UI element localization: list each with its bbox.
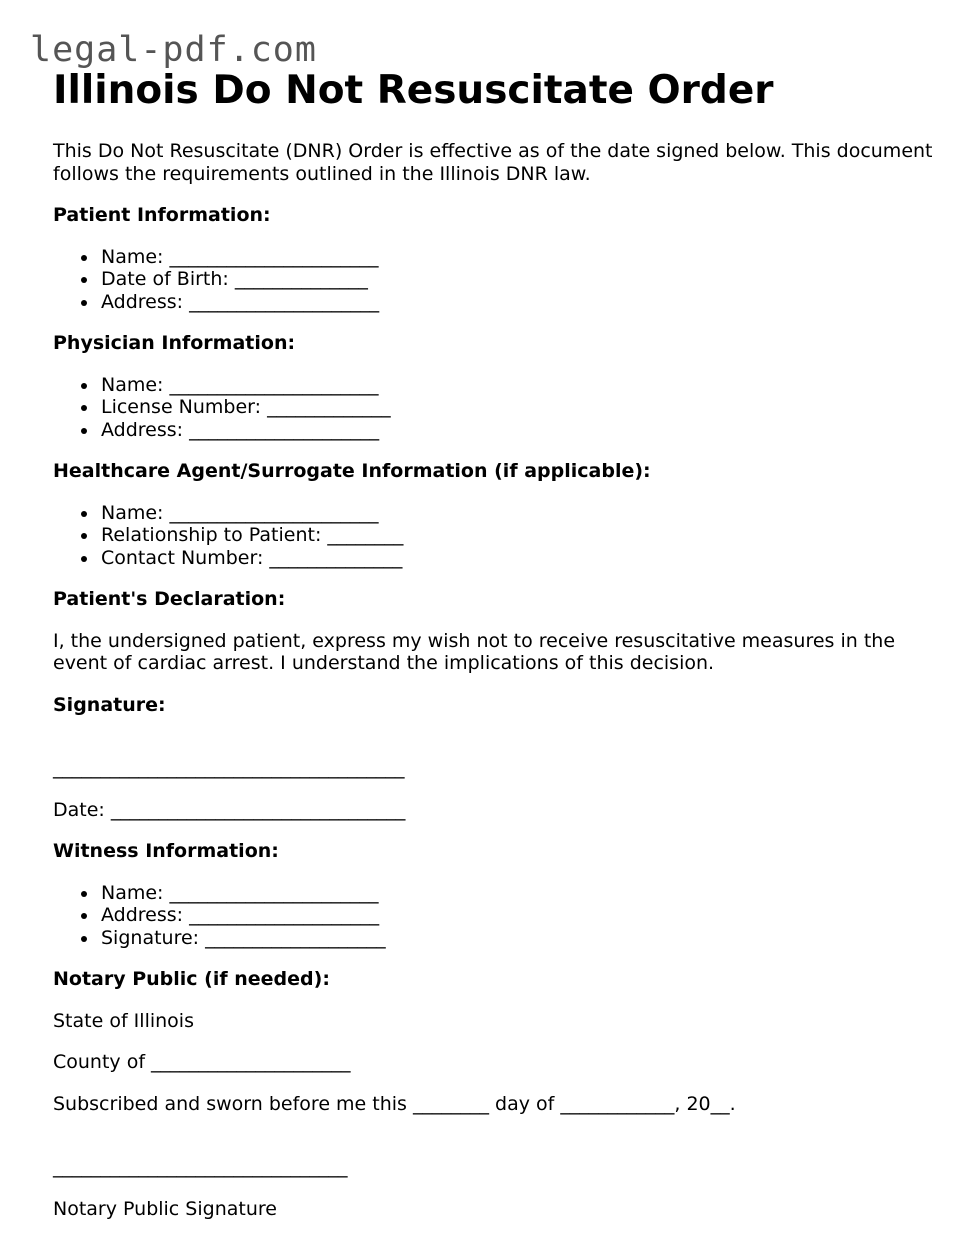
- signature-line[interactable]: _____________________________________: [53, 757, 405, 779]
- page-title: Illinois Do Not Resuscitate Order: [53, 68, 774, 113]
- agent-list: [53, 502, 933, 570]
- witness-list: [53, 882, 933, 950]
- witness-signature-field[interactable]: Signature: ___________________: [101, 927, 933, 950]
- patient-list: [53, 246, 933, 314]
- witness-address-field[interactable]: Address: ____________________: [101, 904, 933, 927]
- declaration-heading: Patient's Declaration:: [53, 588, 286, 610]
- patient-name-field[interactable]: Name: ______________________: [101, 246, 933, 269]
- document-body: [53, 140, 933, 1220]
- signature-heading: Signature:: [53, 693, 166, 716]
- notary-space: [53, 1134, 933, 1156]
- notary-county-field[interactable]: County of _____________________: [53, 1051, 351, 1073]
- patient-dob-field[interactable]: Date of Birth: ______________: [101, 268, 933, 291]
- agent-contact-field[interactable]: Contact Number: ______________: [101, 547, 933, 570]
- signature-space: [53, 735, 933, 757]
- physician-license-field[interactable]: License Number: _____________: [101, 396, 933, 419]
- patient-address-field[interactable]: Address: ____________________: [101, 291, 933, 314]
- agent-name-field[interactable]: Name: ______________________: [101, 502, 933, 525]
- agent-relationship-field[interactable]: Relationship to Patient: ________: [101, 524, 933, 547]
- notary-state: State of Illinois: [53, 1009, 194, 1032]
- patient-heading: Patient Information:: [53, 204, 271, 226]
- physician-name-field[interactable]: Name: ______________________: [101, 374, 933, 397]
- witness-name-field[interactable]: Name: ______________________: [101, 882, 933, 905]
- physician-address-field[interactable]: Address: ____________________: [101, 419, 933, 442]
- notary-signature-label: Notary Public Signature: [53, 1197, 277, 1220]
- notary-heading: Notary Public (if needed):: [53, 968, 330, 990]
- notary-sworn-text[interactable]: Subscribed and sworn before me this ________ day of ____________, 20__.: [53, 1092, 736, 1115]
- intro-text: This Do Not Resuscitate (DNR) Order is effective as of the date signed below. This document follows the requirements outlined in the Illinois DNR law.: [53, 140, 933, 185]
- witness-heading: Witness Information:: [53, 840, 279, 862]
- signature-date-field[interactable]: Date: _______________________________: [53, 798, 406, 821]
- declaration-text: I, the undersigned patient, express my wish not to receive resuscitative measures in the event of cardiac arrest. I understand the implications of this decision.: [53, 629, 896, 674]
- physician-heading: Physician Information:: [53, 332, 296, 354]
- watermark: legal-pdf.com: [30, 30, 317, 70]
- agent-heading: Healthcare Agent/Surrogate Information (if applicable):: [53, 460, 651, 482]
- physician-list: [53, 374, 933, 442]
- notary-signature-line[interactable]: _______________________________: [53, 1156, 348, 1178]
